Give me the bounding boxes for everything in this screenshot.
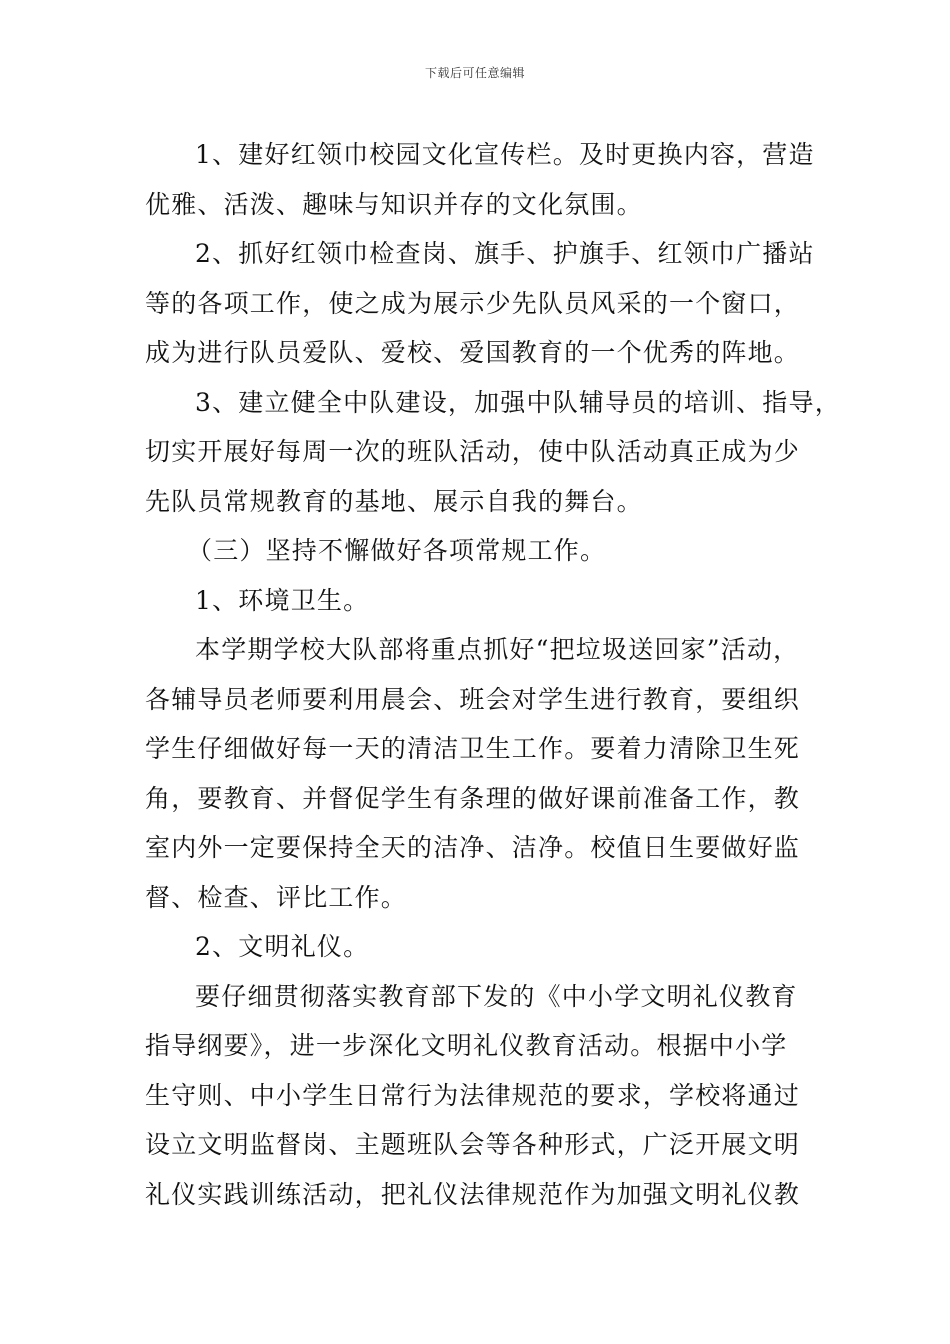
text-line: 等的各项工作，使之成为展示少先队员风采的一个窗口， — [145, 288, 801, 318]
text-line: 室内外一定要保持全天的洁净、洁净。校值日生要做好监 — [145, 833, 801, 862]
text-line: 成为进行队员爱队、爱校、爱国教育的一个优秀的阵地。 — [145, 338, 801, 367]
body-text — [145, 130, 841, 1219]
text-line: 角，要教育、并督促学生有条理的做好课前准备工作，教 — [145, 783, 801, 813]
text-line: 礼仪实践训练活动，把礼仪法律规范作为加强文明礼仪教 — [145, 1179, 801, 1209]
text-line: 指导纲要》，进一步深化文明礼仪教育活动。根据中小学 — [145, 1031, 788, 1060]
text-line: 1、建好红领巾校园文化宣传栏。及时更换内容，营造 — [195, 140, 815, 169]
text-line: 要仔细贯彻落实教育部下发的《中小学文明礼仪教育 — [195, 981, 798, 1011]
text-line: 切实开展好每周一次的班队活动，使中队活动真正成为少 — [145, 437, 801, 466]
text-line: 先队员常规教育的基地、展示自我的舞台。 — [145, 486, 643, 516]
text-line: 本学期学校大队部将重点抓好“把垃圾送回家”活动， — [195, 635, 800, 664]
section-heading: （三）坚持不懈做好各项常规工作。 — [187, 536, 607, 565]
text-line: 督、检查、评比工作。 — [145, 882, 408, 912]
text-line: 学生仔细做好每一天的清洁卫生工作。要着力清除卫生死 — [145, 734, 801, 763]
subsection-heading: 1、环境卫生。 — [195, 585, 370, 615]
text-line: 2、抓好红领巾检查岗、旗手、护旗手、红领巾广播站 — [195, 239, 815, 268]
text-line: 各辅导员老师要利用晨会、班会对学生进行教育，要组织 — [145, 684, 801, 714]
subsection-heading: 2、文明礼仪。 — [195, 932, 370, 961]
page-header: 下载后可任意编辑 — [424, 66, 525, 80]
text-line: 设立文明监督岗、主题班队会等各种形式，广泛开展文明 — [145, 1130, 801, 1159]
text-line: 优雅、活泼、趣味与知识并存的文化氛围。 — [145, 189, 643, 219]
text-line: 生守则、中小学生日常行为法律规范的要求，学校将通过 — [145, 1080, 801, 1110]
text-line: 3、建立健全中队建设，加强中队辅导员的培训、指导， — [195, 387, 841, 417]
